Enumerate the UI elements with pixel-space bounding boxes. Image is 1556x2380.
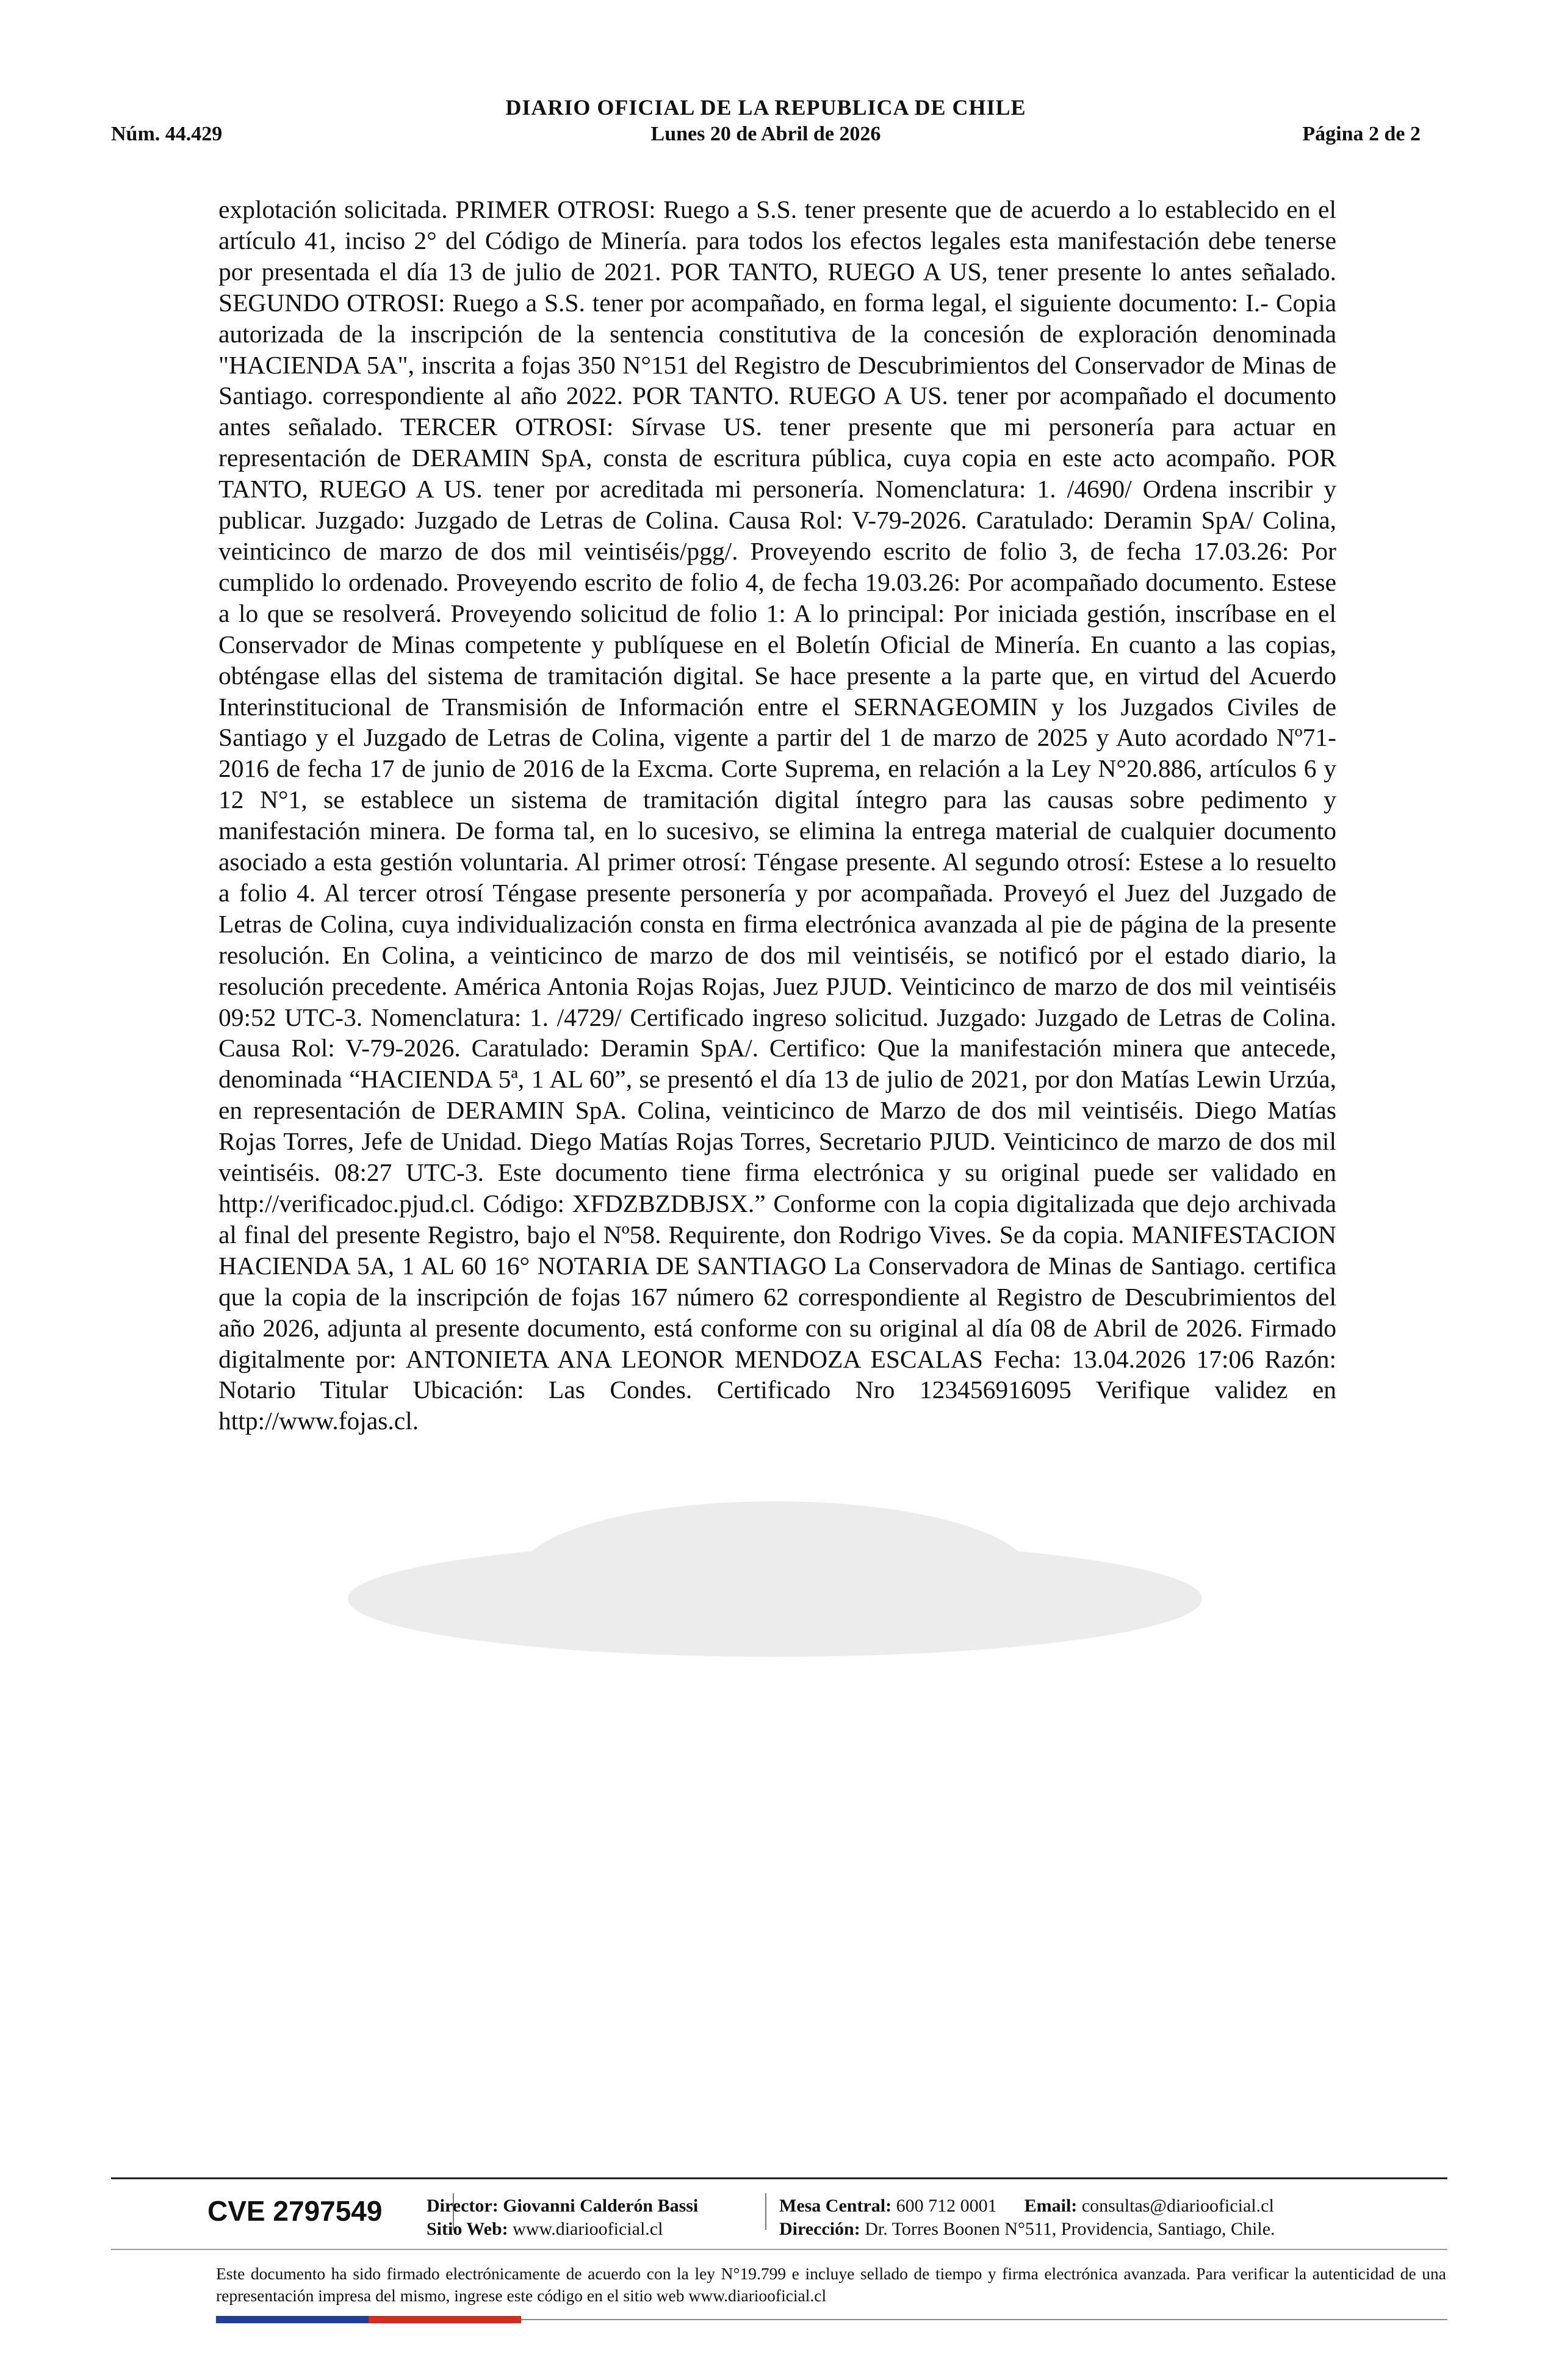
website-link[interactable]: www.diariooficial.cl bbox=[513, 2219, 663, 2239]
footer-top-rule bbox=[111, 2177, 1447, 2179]
issue-number: Núm. 44.429 bbox=[111, 123, 223, 145]
email-label: Email: bbox=[1024, 2196, 1078, 2216]
email-link[interactable]: consultas@diariooficial.cl bbox=[1081, 2196, 1274, 2216]
mesa-central-label: Mesa Central: bbox=[779, 2196, 892, 2216]
address-label: Dirección: bbox=[779, 2219, 860, 2239]
page-footer bbox=[111, 2177, 1447, 2373]
document-body-text: explotación solicitada. PRIMER OTROSI: Ruego a S.S. tener presente que de acuerdo a lo establecido en el artículo 41, inciso 2° del Código de Minería. para todos los efectos legales esta manifestación debe tenerse por presentada el día 13 de julio de 2021. POR TANTO, RUEGO A US, tener presente lo antes señalado. SEGUNDO OTROSI: Ruego a S.S. tener por acompañado, en forma legal, el siguiente documento: I.- Copia autorizada de la inscripción de la sentencia constitutiva de la concesión de exploración denominada "HACIENDA 5A", inscrita a fojas 350 N°151 del Registro de Descubrimientos del Conservador de Minas de Santiago. correspondiente al año 2022. POR TANTO. RUEGO A US. tener por acompañado el documento antes señalado. TERCER OTROSI: Sírvase US. tener presente que mi personería para actuar en representación de DERAMIN SpA, consta de escritura pública, cuya copia en este acto acompaño. POR TANTO, RUEGO A US. tener por acreditada mi personería. Nomenclatura: 1. /4690/ Ordena inscribir y publicar. Juzgado: Juzgado de Letras de Colina. Causa Rol: V-79-2026. Caratulado: Deramin SpA/ Colina, veinticinco de marzo de dos mil veintiséis/pgg/. Proveyendo escrito de folio 3, de fecha 17.03.26: Por cumplido lo ordenado. Proveyendo escrito de folio 4, de fecha 19.03.26: Por acompañado documento. Estese a lo que se resolverá. Proveyendo solicitud de folio 1: A lo principal: Por iniciada gestión, inscríbase en el Conservador de Minas competente y publíquese en el Boletín Oficial de Minería. En cuanto a las copias, obténgase ellas del sistema de tramitación digital. Se hace presente a la parte que, en virtud del Acuerdo Interinstitucional de Transmisión de Información entre el SERNAGEOMIN y los Juzgados Civiles de Santiago y el Juzgado de Letras de Colina, vigente a partir del 1 de marzo de 2025 y Auto acordado Nº71-2016 de fecha 17 de junio de 2016 de la Excma. Corte Suprema, en relación a la Ley N°20.886, artículos 6 y 12 N°1, se establece un sistema de tramitación digital íntegro para las causas sobre pedimento y manifestación minera. De forma tal, en lo sucesivo, se elimina la entrega material de cualquier documento asociado a esta gestión voluntaria. Al primer otrosí: Téngase presente. Al segundo otrosí: Estese a lo resuelto a folio 4. Al tercer otrosí Téngase presente personería y por acompañada. Proveyó el Juez del Juzgado de Letras de Colina, cuya individualización consta en firma electrónica avanzada al pie de página de la presente resolución. En Colina, a veinticinco de marzo de dos mil veintiséis, se notificó por el estado diario, la resolución precedente. América Antonia Rojas Rojas, Juez PJUD. Veinticinco de marzo de dos mil veintiséis 09:52 UTC-3. Nomenclatura: 1. /4729/ Certificado ingreso solicitud. Juzgado: Juzgado de Letras de Colina. Causa Rol: V-79-2026. Caratulado: Deramin SpA/. Certifico: Que la manifestación minera que antecede, denominada “HACIENDA 5ª, 1 AL 60”, se presentó el día 13 de julio de 2021, por don Matías Lewin Urzúa, en representación de DERAMIN SpA. Colina, veinticinco de Marzo de dos mil veintiséis. Diego Matías Rojas Torres, Jefe de Unidad. Diego Matías Rojas Torres, Secretario PJUD. Veinticinco de marzo de dos mil veintiséis. 08:27 UTC-3. Este documento tiene firma electrónica y su original puede ser validado en http://verificadoc.pjud.cl. Código: XFDZBZDBJSX.” Conforme con la copia digitalizada que dejo archivada al final del presente Registro, bajo el Nº58. Requirente, don Rodrigo Vives. Se da copia. MANIFESTACION HACIENDA 5A, 1 AL 60 16° NOTARIA DE SANTIAGO La Conservadora de Minas de Santiago. certifica que la copia de la inscripción de fojas 167 número 62 correspondiente al Registro de Descubrimientos del año 2026, adjunta al presente documento, está conforme con su original al día 08 de Abril de 2026. Firmado digitalmente por: ANTONIETA ANA LEONOR MENDOZA ESCALAS Fecha: 13.04.2026 17:06 Razón: Notario Titular Ubicación: Las Condes. Certificado Nro 123456916095 Verifique validez en http://www.fojas.cl. bbox=[218, 195, 1336, 1435]
footer-bottom-rule bbox=[521, 2319, 1447, 2320]
flag-blue-segment bbox=[216, 2316, 369, 2323]
director-label: Director: bbox=[427, 2196, 499, 2216]
electronic-signature-notice: Este documento ha sido firmado electrónicamente de acuerdo con la ley N°19.799 e incluye sellado de tiempo y firma electrónica avanzada. Para verificar la autenticidad de una representación impresa del mismo, ingrese este código en el sitio web www.diariooficial.cl bbox=[216, 2264, 1446, 2305]
website-label: Sitio Web: bbox=[427, 2219, 508, 2239]
director-name: Giovanni Calderón Bassi bbox=[503, 2196, 699, 2216]
flag-red-segment bbox=[369, 2316, 521, 2323]
page-header bbox=[111, 95, 1421, 151]
page-indicator: Página 2 de 2 bbox=[1302, 123, 1421, 145]
coat-of-arms-watermark-icon bbox=[287, 1483, 1263, 1666]
footer-middle-rule bbox=[111, 2249, 1447, 2250]
address-value: Dr. Torres Boonen N°511, Providencia, Santiago, Chile. bbox=[865, 2219, 1275, 2239]
chile-flag-stripe bbox=[216, 2315, 521, 2323]
issue-date: Lunes 20 de Abril de 2026 bbox=[650, 123, 881, 145]
footer-contact-column bbox=[779, 2194, 1275, 2241]
publication-title: DIARIO OFICIAL DE LA REPUBLICA DE CHILE bbox=[505, 95, 1026, 120]
footer-divider bbox=[765, 2193, 766, 2230]
footer-director-column bbox=[425, 2194, 698, 2241]
cve-code: CVE 2797549 bbox=[207, 2195, 383, 2227]
mesa-central-phone: 600 712 0001 bbox=[896, 2196, 997, 2216]
